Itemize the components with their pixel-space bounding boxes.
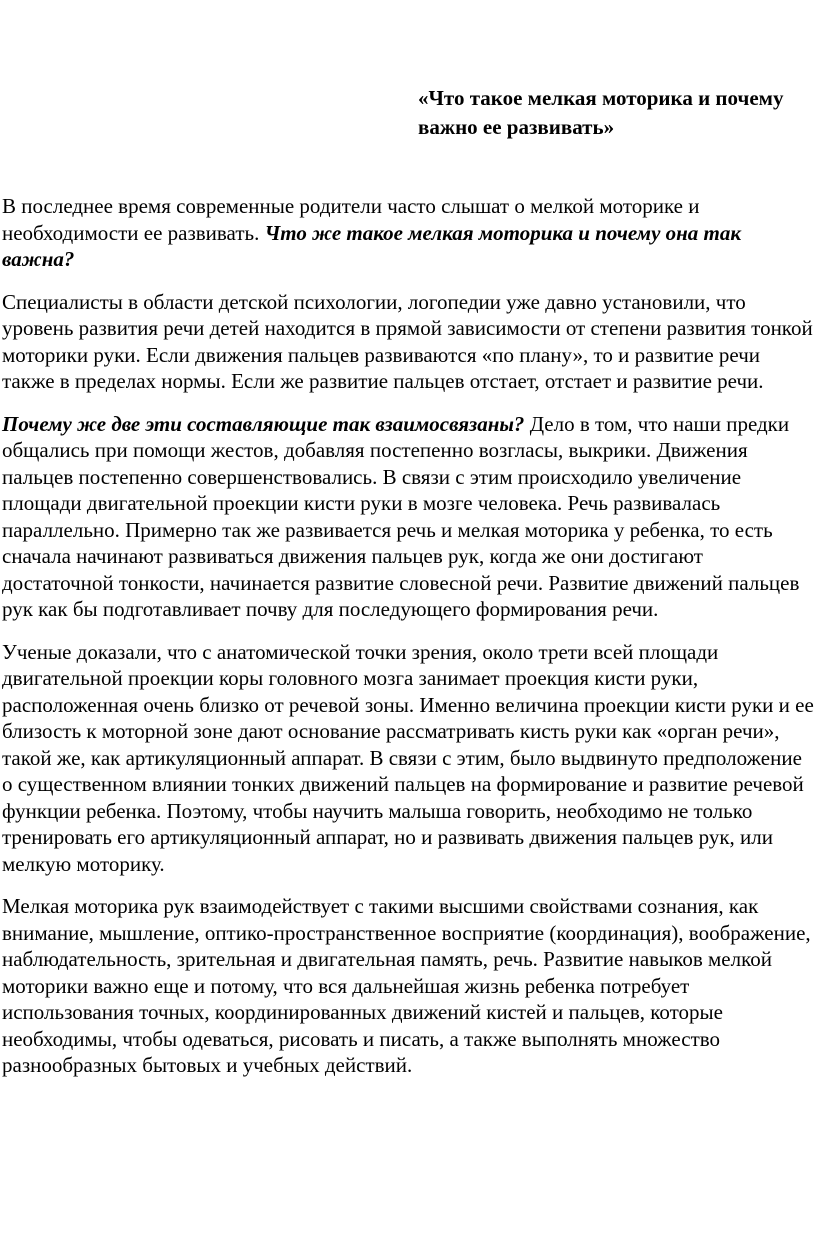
paragraph-intro-text: В последнее время современные родители часто слышат о мелкой моторике и необходимости ее развивать.	[2, 194, 700, 245]
paragraph-intro	[2, 193, 816, 273]
paragraph-fine-motor	[2, 893, 816, 1079]
document-title: «Что такое мелкая моторика и почему важно ее развивать»	[418, 86, 784, 139]
paragraph-specialists	[2, 289, 816, 395]
paragraph-connection	[2, 411, 816, 623]
paragraph-connection-text: Дело в том, что наши предки общались при помощи жестов, добавляя постепенно возгласы, выкрики. Движения пальцев постепенно совершенствовались. В связи с этим происходило увеличение площади двигательной проекции кисти руки в мозге человека. Речь развивалась параллельно. Примерно так же развивается речь и мелкая моторика у ребенка, то есть сначала начинают развиваться движения пальцев рук, когда же они достигают достаточной тонкости, начинается развитие словесной речи. Развитие движений пальцев рук как бы подготавливает почву для последующего формирования речи.	[2, 411, 800, 621]
document-body	[2, 193, 816, 1095]
paragraph-connection-question: Почему же две эти составляющие так взаимосвязаны?	[2, 411, 525, 436]
paragraph-scientists-text: Ученые доказали, что с анатомической точки зрения, около трети всей площади двигательной проекции коры головного мозга занимает проекция кисти руки, расположенная очень близко от речевой зоны. Именно величина проекции кисти руки и ее близость к моторной зоне дают основание рассматривать кисть руки как «орган речи», такой же, как артикуляционный аппарат. В связи с этим, было выдвинуто предположение о существенном влиянии тонких движений пальцев на формирование и развитие речевой функции ребенка. Поэтому, чтобы научить малыша говорить, необходимо не только тренировать его артикуляционный аппарат, но и развивать движения пальцев рук, или мелкую моторику.	[2, 639, 814, 876]
paragraph-intro-question: Что же такое мелкая моторика и почему она так важна?	[2, 220, 742, 271]
paragraph-specialists-text: Специалисты в области детской психологии, логопедии уже давно установили, что уровень развития речи детей находится в прямой зависимости от степени развития тонкой моторики руки. Если движения пальцев развиваются «по плану», то и развитие речи также в пределах нормы. Если же развитие пальцев отстает, отстает и развитие речи.	[2, 289, 813, 393]
paragraph-fine-motor-text: Мелкая моторика рук взаимодействует с такими высшими свойствами сознания, как внимание, мышление, оптико-пространственное восприятие (координация), воображение, наблюдательность, зрительная и двигательная память, речь. Развитие навыков мелкой моторики важно еще и потому, что вся дальнейшая жизнь ребенка потребует использования точных, координированных движений кистей и пальцев, которые необходимы, чтобы одеваться, рисовать и писать, а также выполнять множество разнообразных бытовых и учебных действий.	[2, 894, 811, 1077]
paragraph-scientists	[2, 639, 816, 878]
